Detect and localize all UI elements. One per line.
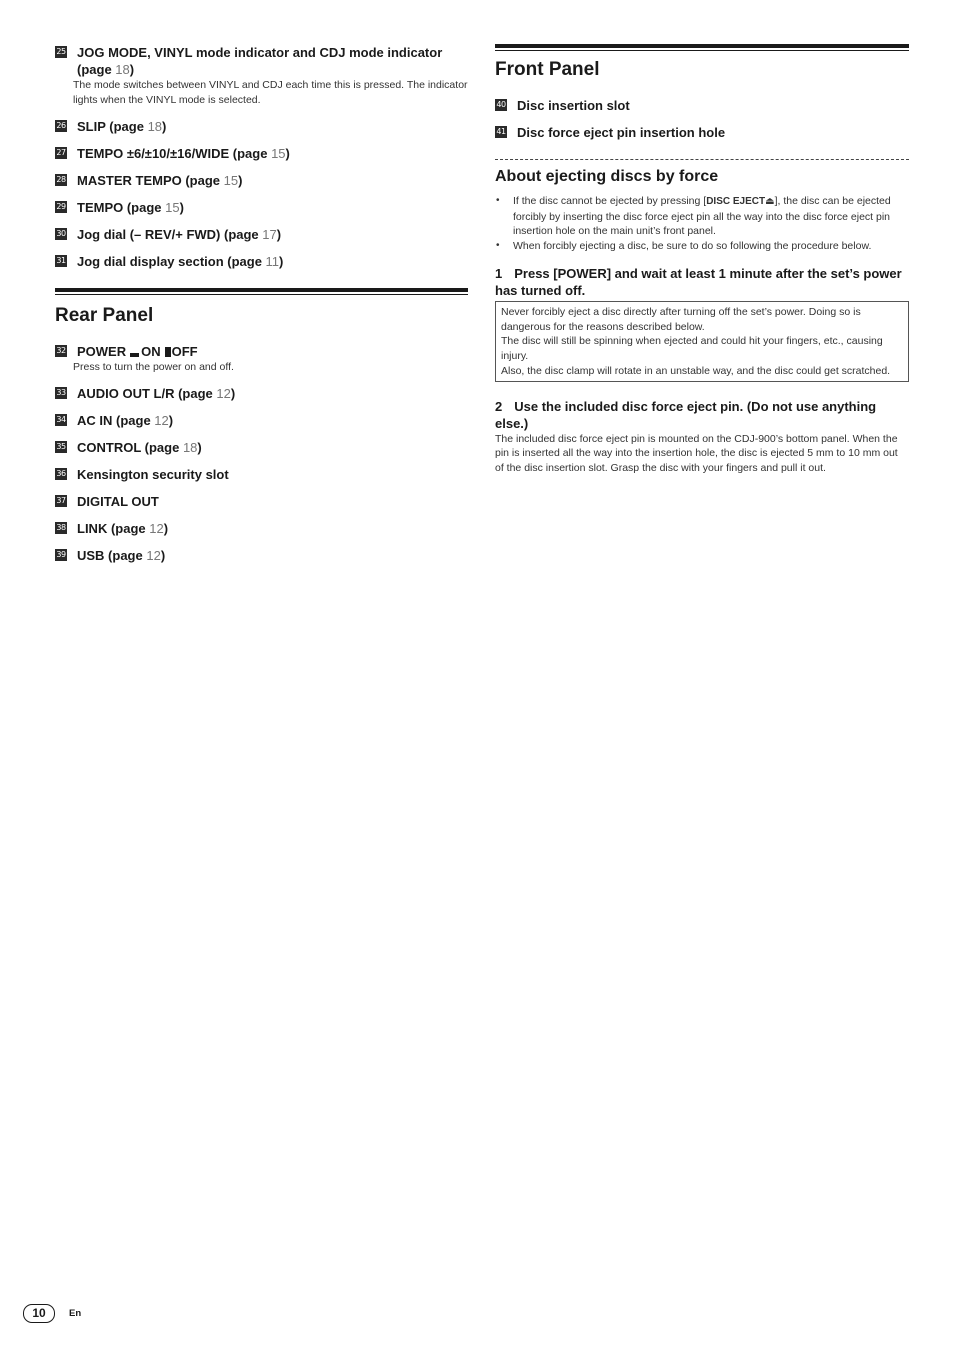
item-number: 29: [56, 202, 66, 211]
item-title: Jog dial display section (page 11): [77, 254, 284, 269]
step-number: 2: [495, 398, 503, 414]
item-number: 41: [496, 127, 506, 136]
item-title: TEMPO ±6/±10/±16/WIDE (page 15): [77, 146, 290, 161]
page-ref: 15: [165, 200, 180, 215]
item-title: Disc force eject pin insertion hole: [517, 125, 726, 140]
item-number: 40: [496, 100, 506, 109]
step-number: 1: [495, 266, 503, 281]
page-number: 10: [23, 1304, 55, 1323]
item-title: Jog dial (– REV/+ FWD) (page 17): [77, 227, 282, 242]
item-number: 27: [56, 148, 66, 157]
page-ref: 18: [182, 440, 198, 455]
item-number: 30: [56, 229, 66, 238]
bullet-item: • When forcibly ejecting a disc, be sure to do so following the procedure below.: [495, 239, 909, 254]
page-ref: 12: [216, 386, 231, 401]
item-number: 39: [56, 550, 66, 559]
section-heading-rear-panel: Rear Panel: [55, 305, 154, 326]
caution-line: The disc will still be spinning when ejected and could hit your fingers, etc., causing injury.: [501, 335, 883, 363]
item-title: Disc insertion slot: [517, 98, 630, 113]
page-ref: 12: [149, 521, 164, 536]
item-number: 36: [56, 469, 66, 478]
item-number: 35: [56, 442, 66, 451]
section-rule: [495, 44, 909, 51]
item-title: USB (page 12): [77, 548, 166, 563]
item-title: POWER ON OFF: [77, 344, 198, 359]
step-2: [495, 398, 909, 432]
item-number: 33: [56, 388, 66, 397]
item-number: 32: [56, 346, 66, 355]
item-number: 31: [56, 256, 66, 265]
item-title: AC IN (page 12): [77, 413, 174, 428]
item-title: JOG MODE, VINYL mode indicator and CDJ mode indicator (page 18): [77, 45, 443, 77]
item-title: DIGITAL OUT: [77, 494, 159, 509]
page-ref: 17: [262, 227, 277, 242]
disc-eject-key-label: DISC EJECT⏏: [706, 196, 775, 207]
step-text: Press [POWER] and wait at least 1 minute after the set’s power has turned off.: [495, 266, 902, 298]
item-title: SLIP (page 18): [77, 119, 167, 134]
step-description: The included disc force eject pin is mounted on the CDJ-900’s bottom panel. When the pin is inserted all the way into the insertion hole, the disc is ejected 5 mm to 10 mm out of the disc insertion slot. Grasp the disc with your fingers and pull it out.: [495, 432, 898, 474]
list-item: [55, 547, 468, 564]
list-item: [55, 172, 468, 189]
page-ref: 15: [223, 173, 239, 188]
item-number: 28: [56, 175, 66, 184]
list-item: [55, 199, 468, 216]
list-item: [55, 412, 468, 429]
step-text: Use the included disc force eject pin. (Do not use anything else.): [495, 398, 877, 431]
item-number: 25: [56, 47, 66, 56]
list-item: [495, 97, 909, 114]
list-item: [55, 226, 468, 243]
left-column: [55, 44, 468, 574]
item-title: MASTER TEMPO (page 15): [77, 173, 243, 188]
list-item: [55, 145, 468, 162]
item-title: Kensington security slot: [77, 467, 229, 482]
item-number: 37: [56, 496, 66, 505]
item-number: 26: [56, 121, 66, 130]
language-label: En: [69, 1308, 82, 1319]
list-item: [55, 520, 468, 537]
page-ref: 12: [154, 413, 169, 428]
page-footer: [23, 1304, 81, 1323]
caution-box: [495, 301, 909, 382]
list-item: [55, 385, 468, 402]
list-item: [55, 343, 468, 375]
bullet-list: [495, 194, 909, 253]
caution-line: Also, the disc clamp will rotate in an unstable way, and the disc could get scratched.: [501, 364, 891, 377]
list-item: [55, 118, 468, 135]
item-title: AUDIO OUT L/R (page 12): [77, 386, 236, 401]
page-ref: 12: [146, 548, 161, 563]
right-column: [495, 44, 909, 476]
section-rule: [55, 288, 468, 295]
power-on-symbol-icon: [130, 353, 139, 357]
section-heading-front-panel: Front Panel: [495, 59, 600, 80]
list-item: [55, 466, 468, 483]
item-title: TEMPO (page 15): [77, 200, 184, 215]
bullet-item: • If the disc cannot be ejected by pressing [DISC EJECT⏏], the disc can be ejected forcibly by inserting the disc force eject pin all the way into the disc force eject pin insertion hole on the main unit’s front panel.: [495, 194, 909, 239]
item-description: Press to turn the power on and off.: [73, 361, 234, 373]
caution-line: Never forcibly eject a disc directly after turning off the set’s power. Doing so is dangerous for the reasons described below.: [501, 306, 861, 333]
power-off-symbol-icon: [165, 347, 171, 357]
subsection-heading: About ejecting discs by force: [495, 168, 719, 185]
step-1: [495, 265, 909, 299]
list-item: [495, 124, 909, 141]
item-number: 34: [56, 415, 66, 424]
item-title: CONTROL (page 18): [77, 440, 202, 455]
dashed-divider: [495, 159, 909, 160]
page-ref: 11: [265, 254, 280, 269]
list-item: [55, 439, 468, 456]
page-ref: 15: [271, 146, 286, 161]
item-number: 38: [56, 523, 66, 532]
list-item: [55, 44, 468, 108]
list-item: [55, 253, 468, 270]
page-ref: 18: [147, 119, 163, 134]
item-title: LINK (page 12): [77, 521, 169, 536]
page-ref: 18: [115, 62, 130, 77]
item-description: The mode switches between VINYL and CDJ each time this is pressed. The indicator lights when the VINYL mode is selected.: [73, 79, 468, 106]
list-item: [55, 493, 468, 510]
